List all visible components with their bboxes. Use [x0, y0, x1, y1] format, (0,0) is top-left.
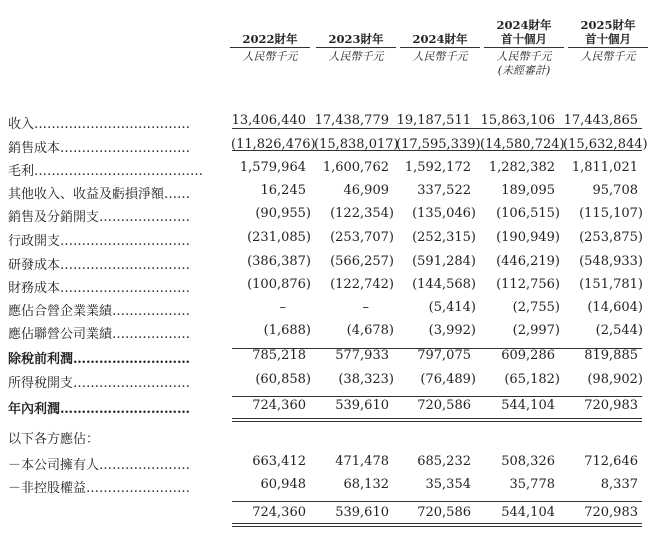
table-row [0, 254, 655, 276]
table-row [0, 477, 655, 499]
row-value: 720,983 [584, 505, 638, 520]
row-value: 785,218 [252, 348, 306, 363]
subtotal-rule [232, 501, 642, 502]
row-value: (231,085) [247, 230, 311, 245]
row-value: 577,933 [335, 348, 389, 363]
row-value: (446,219) [496, 254, 560, 269]
row-value: 685,232 [417, 454, 471, 469]
row-value: (38,323) [338, 372, 394, 387]
header-note: (未經審計) [497, 64, 551, 77]
subtotal-rule [232, 348, 642, 349]
header-period: 首十個月 [484, 32, 564, 48]
row-value: (122,354) [330, 206, 394, 221]
row-label: 年內利潤………………………… [8, 402, 191, 417]
header-currency: 人民幣千元 [412, 50, 468, 63]
row-label: 其他收入、收益及虧損淨額…… [8, 187, 191, 202]
row-label: 收入……………………………… [8, 117, 191, 132]
row-value: 46,909 [343, 183, 389, 198]
column-header-2022 [230, 18, 310, 64]
row-value: (15,632,844) [563, 137, 648, 152]
header-period: 首十個月 [568, 32, 648, 48]
row-value: 712,646 [584, 454, 638, 469]
row-value: 471,478 [335, 454, 389, 469]
row-value: (98,902) [587, 372, 643, 387]
table-row [0, 372, 655, 394]
row-label: 毛利………………………………… [8, 164, 204, 179]
table-row [0, 348, 655, 370]
header-period: 2024財年 [400, 32, 480, 48]
row-value: (100,876) [247, 277, 311, 292]
row-label: －本公司擁有人………………… [8, 458, 191, 473]
header-year [230, 18, 310, 32]
table-row [0, 454, 655, 476]
table-row [0, 137, 655, 159]
header-year: 2025財年 [580, 18, 636, 32]
row-value: 17,443,865 [563, 113, 638, 128]
row-value: (4,678) [346, 323, 394, 338]
row-value: 1,600,762 [322, 160, 389, 175]
row-label: 銷售及分銷開支………………… [8, 210, 191, 225]
row-value: (90,955) [255, 206, 311, 221]
row-value: (5,414) [428, 300, 476, 315]
header-currency: 人民幣千元 [496, 50, 552, 63]
row-value: 35,778 [509, 477, 555, 492]
subtotal-rule [232, 128, 642, 129]
table-row [0, 230, 655, 252]
row-value: 1,811,021 [571, 160, 638, 175]
header-currency: 人民幣千元 [580, 50, 636, 63]
row-value: 60,948 [260, 477, 306, 492]
row-value: (76,489) [420, 372, 476, 387]
row-label: －非控股權益…………………… [8, 481, 191, 496]
row-label: 行政開支………………………… [8, 234, 191, 249]
subtotal-rule [232, 150, 642, 151]
row-value: (253,875) [579, 230, 643, 245]
row-label: 所得稅開支……………………… [8, 376, 191, 391]
table-row [0, 277, 655, 299]
table-row [0, 398, 655, 420]
table-row [0, 428, 655, 450]
row-value: 8,337 [600, 477, 638, 492]
row-value: (17,595,339) [396, 137, 481, 152]
row-label: 應佔合營企業業績……………… [8, 304, 191, 319]
row-value: 337,522 [417, 183, 471, 198]
row-value: (190,949) [496, 230, 560, 245]
row-value: (60,858) [255, 372, 311, 387]
row-label: 銷售成本………………………… [8, 141, 191, 156]
row-value: (144,568) [412, 277, 476, 292]
total-rule [232, 523, 642, 527]
row-value: 544,104 [501, 398, 555, 413]
row-value: 720,586 [417, 398, 471, 413]
row-value: (566,257) [330, 254, 394, 269]
row-value: 539,610 [335, 505, 389, 520]
row-value: (106,515) [496, 206, 560, 221]
row-value: (252,315) [412, 230, 476, 245]
row-value: (14,580,724) [480, 137, 565, 152]
row-value: (2,997) [512, 323, 560, 338]
total-rule [232, 418, 642, 422]
row-value: 609,286 [501, 348, 555, 363]
row-value: 663,412 [252, 454, 306, 469]
row-value: 508,326 [501, 454, 555, 469]
row-value: 13,406,440 [231, 113, 306, 128]
row-value: (3,992) [428, 323, 476, 338]
row-value: (2,755) [512, 300, 560, 315]
row-value: (15,838,017) [314, 137, 399, 152]
row-value: 19,187,511 [396, 113, 471, 128]
row-value: 724,360 [252, 398, 306, 413]
row-value: (14,604) [587, 300, 643, 315]
table-row [0, 183, 655, 205]
header-year [400, 18, 480, 32]
row-value: (386,387) [247, 254, 311, 269]
row-value: (112,756) [496, 277, 560, 292]
row-value: (115,107) [579, 206, 643, 221]
row-value: (65,182) [504, 372, 560, 387]
column-header-2024 [400, 18, 480, 64]
header-year [316, 18, 396, 32]
row-value: (151,781) [579, 277, 643, 292]
row-value: 1,579,964 [239, 160, 306, 175]
header-year: 2024財年 [496, 18, 552, 32]
row-value: 1,592,172 [404, 160, 471, 175]
table-row [0, 323, 655, 345]
table-row [0, 160, 655, 182]
table-row [0, 300, 655, 322]
row-value: 189,095 [501, 183, 555, 198]
row-label: 財務成本………………………… [8, 281, 191, 296]
row-value: (135,046) [412, 206, 476, 221]
row-value: (591,284) [412, 254, 476, 269]
row-value: (253,707) [330, 230, 394, 245]
row-value: 720,586 [417, 505, 471, 520]
row-value: 797,075 [417, 348, 471, 363]
row-value: 539,610 [335, 398, 389, 413]
row-value: 720,983 [584, 398, 638, 413]
table-row [0, 206, 655, 228]
row-value: 724,360 [252, 505, 306, 520]
row-label: 以下各方應佔： [8, 432, 100, 447]
column-header-2023 [316, 18, 396, 64]
table-row [0, 113, 655, 135]
row-value: – [279, 300, 286, 315]
row-value: 17,438,779 [314, 113, 389, 128]
row-value: 95,708 [592, 183, 638, 198]
row-value: (122,742) [330, 277, 394, 292]
header-currency: 人民幣千元 [328, 50, 384, 63]
row-value: 15,863,106 [480, 113, 555, 128]
row-value: 35,354 [425, 477, 471, 492]
row-label: 除稅前利潤……………………… [8, 352, 191, 367]
column-header-2024-10m [484, 18, 564, 78]
row-label: 研發成本………………………… [8, 258, 191, 273]
row-value: (548,933) [579, 254, 643, 269]
row-value: 68,132 [343, 477, 389, 492]
row-label: 應佔聯營公司業績……………… [8, 327, 191, 342]
row-value: (1,688) [263, 323, 311, 338]
header-period: 2022財年 [230, 32, 310, 48]
header-currency: 人民幣千元 [242, 50, 298, 63]
header-period: 2023財年 [316, 32, 396, 48]
row-value: – [362, 300, 369, 315]
row-value: (2,544) [595, 323, 643, 338]
row-value: 819,885 [584, 348, 638, 363]
row-value: 1,282,382 [488, 160, 555, 175]
row-value: 16,245 [260, 183, 306, 198]
row-value: 544,104 [501, 505, 555, 520]
column-header-2025-10m [568, 18, 648, 64]
subtotal-rule [232, 396, 642, 397]
row-value: (11,826,476) [231, 137, 316, 152]
